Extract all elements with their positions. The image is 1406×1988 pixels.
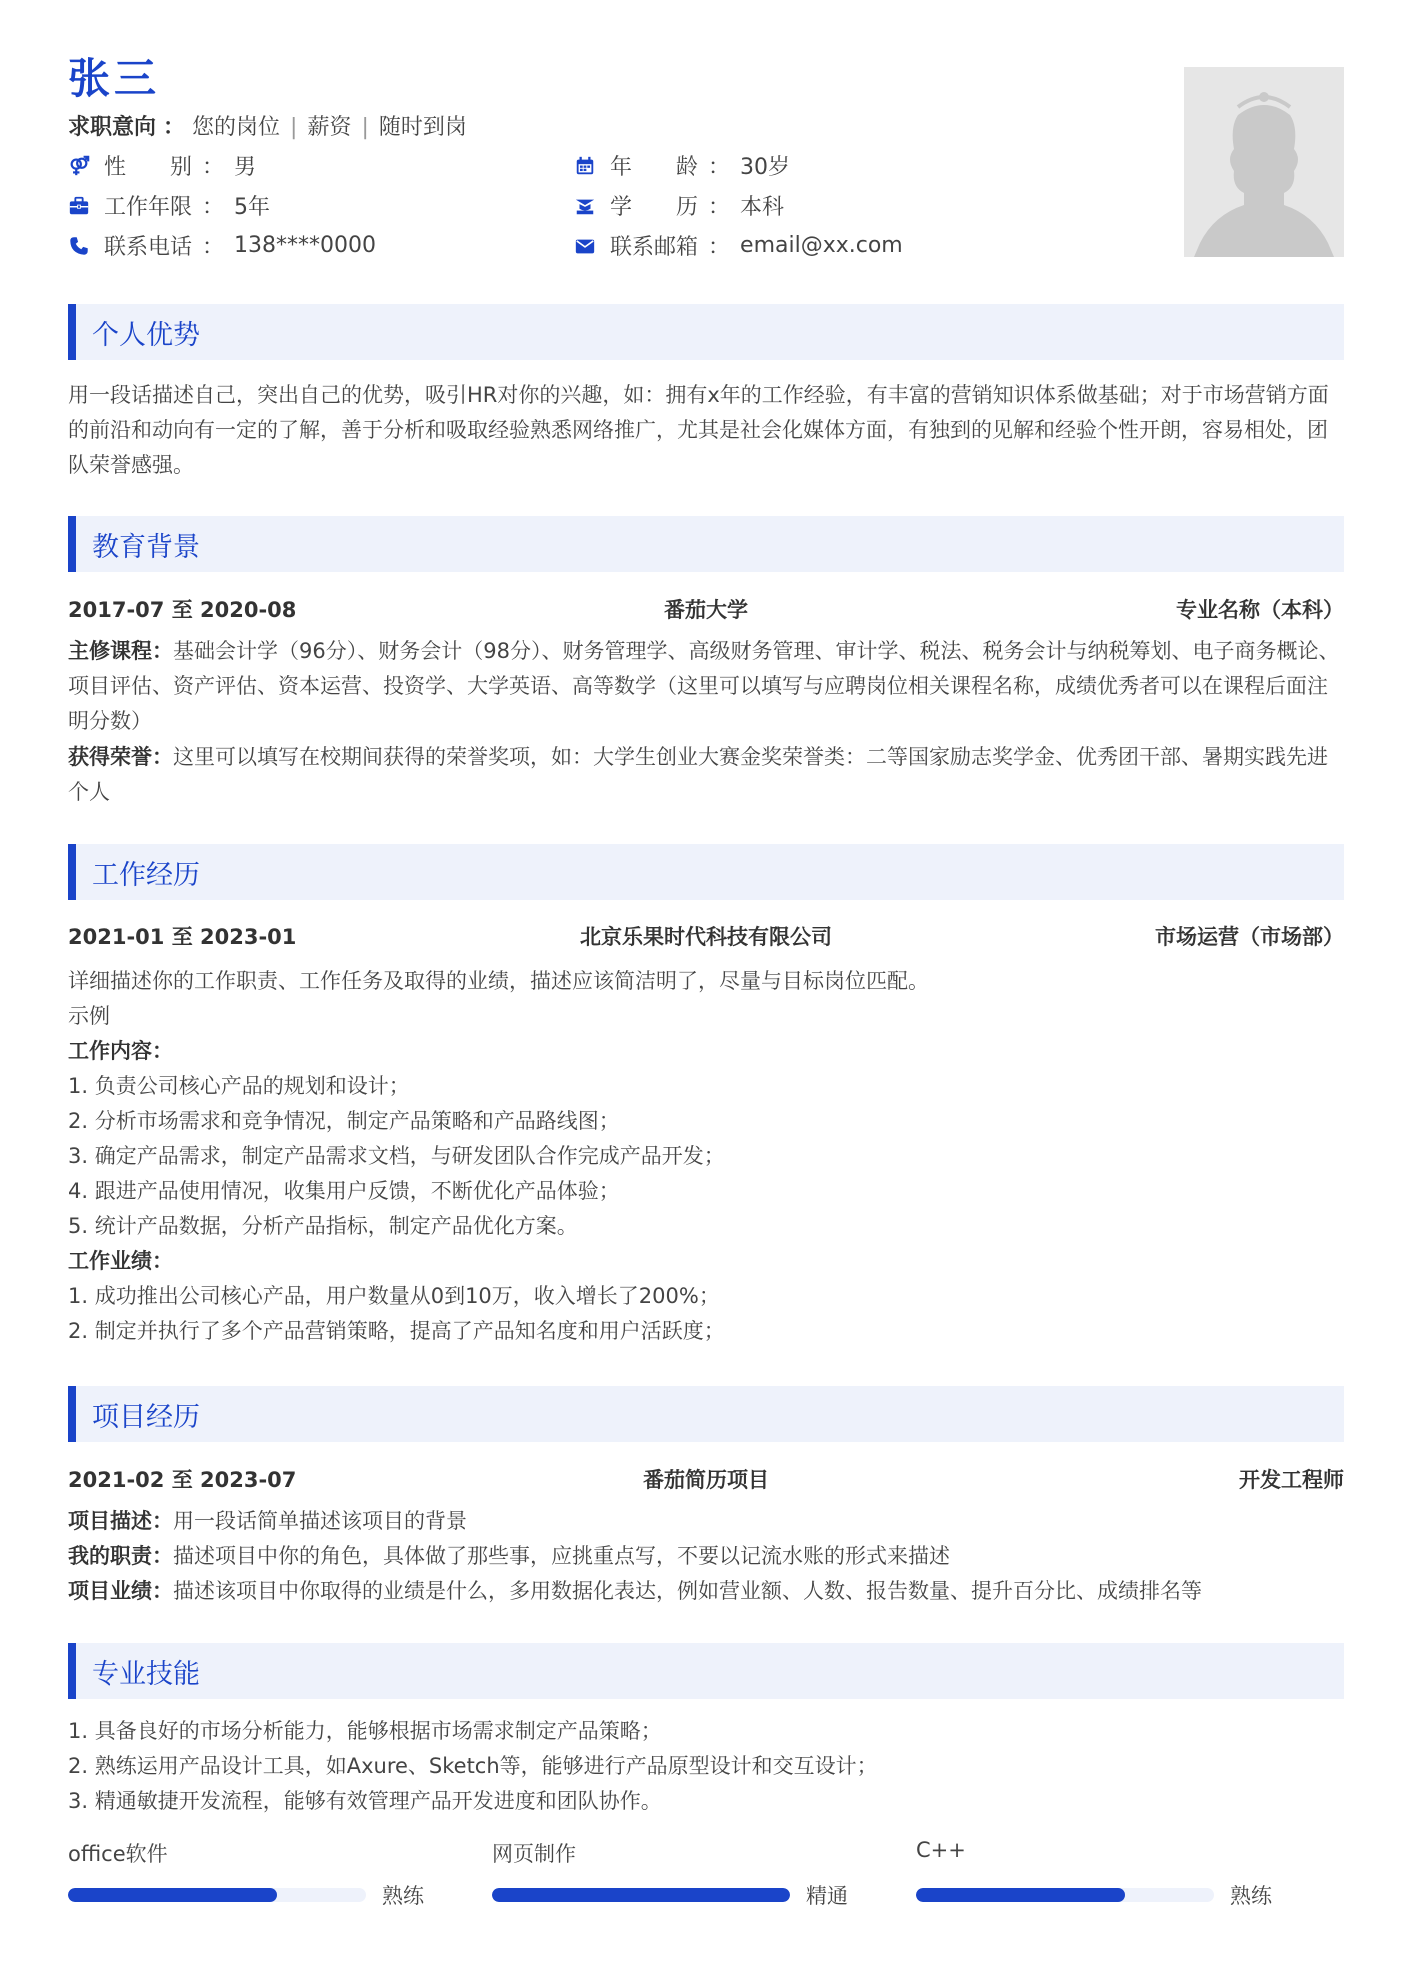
work-achievement-label: 工作业绩： — [68, 1249, 173, 1273]
section-header-advantage: 个人优势 — [68, 304, 1344, 360]
work-achievement-item: 1. 成功推出公司核心产品，用户数量从0到10万，收入增长了200%； — [68, 1284, 720, 1308]
skill-bar-name-web: 网页制作 — [492, 1842, 576, 1866]
section-header-education: 教育背景 — [68, 516, 1344, 572]
candidate-name: 张三 — [68, 54, 161, 103]
advantage-text: 用一段话描述自己，突出自己的优势，吸引HR对你的兴趣，如：拥有x年的工作经验，有丰富的营销知识体系做基础；对于市场营销方面的前沿和动向有一定的了解，善于分析和吸取经验熟悉网络推广，尤其是社会化媒体方面，有独到的见解和经验个性开朗，容易相处，团队荣誉感强。 — [68, 383, 1329, 477]
work-details — [68, 964, 1344, 1349]
skill-bar-fill — [68, 1888, 277, 1902]
project-role: 开发工程师 — [1238, 1468, 1344, 1492]
info-gender: 性 别 ： 男 — [68, 150, 256, 181]
skill-item: 3. 精通敏捷开发流程，能够有效管理产品开发进度和团队协作。 — [68, 1789, 662, 1813]
work-content-item: 5. 统计产品数据，分析产品指标，制定产品优化方案。 — [68, 1214, 578, 1238]
skill-bar-fill — [916, 1888, 1125, 1902]
job-intent-salary: 薪资 — [307, 115, 352, 140]
envelope-icon — [574, 235, 596, 257]
education-honors: 获得荣誉：这里可以填写在校期间获得的荣誉奖项，如：大学生创业大赛金奖荣誉类：二等国家励志奖学金、优秀团干部、暑期实践先进个人 — [68, 745, 1328, 804]
education-summary-row — [68, 594, 1344, 624]
work-content-item: 1. 负责公司核心产品的规划和设计； — [68, 1074, 410, 1098]
work-summary-row — [68, 921, 1344, 951]
education-major: 专业名称（本科） — [1175, 598, 1344, 622]
project-summary-row — [68, 1464, 1344, 1494]
gender-icon — [68, 155, 90, 177]
email-value: email@xx.com — [740, 233, 903, 258]
work-content-item: 2. 分析市场需求和竞争情况，制定产品策略和产品路线图； — [68, 1109, 620, 1133]
education-school: 番茄大学 — [663, 598, 748, 622]
education-period: 2017-07 至 2020-08 — [68, 598, 297, 622]
skill-bar-web — [492, 1888, 790, 1902]
info-work-years: 工作年限 ： 5年 — [68, 190, 270, 221]
phone-icon — [68, 235, 90, 257]
skills-list — [68, 1714, 1344, 1819]
gender-value: 男 — [234, 155, 257, 180]
skill-bar-cpp — [916, 1888, 1214, 1902]
project-period: 2021-02 至 2023-07 — [68, 1468, 297, 1492]
skill-bar-level-office: 熟练 — [382, 1884, 424, 1908]
calendar-icon — [574, 155, 596, 177]
skill-item: 2. 熟练运用产品设计工具，如Axure、Sketch等，能够进行产品原型设计和交互设计； — [68, 1754, 878, 1778]
age-value: 30岁 — [740, 155, 791, 180]
info-age: 年 龄 ： 30岁 — [574, 150, 790, 181]
skill-bar-name-office: office软件 — [68, 1842, 168, 1866]
skill-bar-name-cpp: C++ — [916, 1838, 966, 1862]
section-header-work: 工作经历 — [68, 844, 1344, 900]
skill-item: 1. 具备良好的市场分析能力，能够根据市场需求制定产品策略； — [68, 1719, 662, 1743]
phone-value: 138****0000 — [234, 233, 377, 258]
graduation-cap-icon — [574, 195, 596, 217]
section-header-project: 项目经历 — [68, 1386, 1344, 1442]
work-content-item: 4. 跟进产品使用情况，收集用户反馈，不断优化产品体验； — [68, 1179, 620, 1203]
job-intent: 求职意向 ： 您的岗位 | 薪资 | 随时到岗 — [68, 115, 467, 140]
skill-bar-level-cpp: 熟练 — [1230, 1884, 1272, 1908]
job-intent-label: 求职意向 — [68, 115, 157, 140]
project-name: 番茄简历项目 — [642, 1468, 769, 1492]
skill-bar-fill — [492, 1888, 790, 1902]
work-content-label: 工作内容： — [68, 1039, 173, 1063]
work-period: 2021-01 至 2023-01 — [68, 925, 297, 949]
skill-bar-office — [68, 1888, 366, 1902]
work-role: 市场运营（市场部） — [1154, 925, 1344, 949]
briefcase-icon — [68, 195, 90, 217]
degree-value: 本科 — [740, 195, 785, 220]
project-duty: 我的职责：描述项目中你的角色，具体做了那些事，应挑重点写，不要以记流水账的形式来描述 — [68, 1544, 950, 1568]
project-desc: 项目描述：用一段话简单描述该项目的背景 — [68, 1509, 467, 1533]
avatar-silhouette-icon — [1184, 67, 1344, 257]
avatar-photo — [1184, 67, 1344, 257]
education-courses: 主修课程：基础会计学（96分）、财务会计（98分）、财务管理学、高级财务管理、审计学、税法、税务会计与纳税筹划、电子商务概论、项目评估、资产评估、资本运营、投资学、大学英语、高等数学（这里可以填写与应聘岗位相关课程名称，成绩优秀者可以在课程后面注明分数） — [68, 639, 1340, 733]
section-header-skills: 专业技能 — [68, 1643, 1344, 1699]
skill-bar-level-web: 精通 — [806, 1884, 848, 1908]
job-intent-position: 您的岗位 — [192, 115, 281, 140]
info-phone: 联系电话 ： 138****0000 — [68, 230, 376, 261]
work-achievement-item: 2. 制定并执行了多个产品营销策略，提高了产品知名度和用户活跃度； — [68, 1319, 725, 1343]
project-result: 项目业绩：描述该项目中你取得的业绩是什么，多用数据化表达，例如营业额、人数、报告数量、提升百分比、成绩排名等 — [68, 1579, 1202, 1603]
job-intent-availability: 随时到岗 — [378, 115, 467, 140]
info-degree: 学 历 ： 本科 — [574, 190, 784, 221]
work-desc: 详细描述你的工作职责、工作任务及取得的业绩，描述应该简洁明了，尽量与目标岗位匹配。 — [68, 969, 929, 993]
work-years-value: 5年 — [234, 195, 271, 220]
work-example: 示例 — [68, 1004, 110, 1028]
job-intent-colon: ： — [163, 115, 186, 140]
work-content-item: 3. 确定产品需求，制定产品需求文档，与研发团队合作完成产品开发； — [68, 1144, 725, 1168]
info-email: 联系邮箱 ： email@xx.com — [574, 230, 903, 261]
project-details — [68, 1504, 1344, 1609]
work-company: 北京乐果时代科技有限公司 — [579, 925, 832, 949]
